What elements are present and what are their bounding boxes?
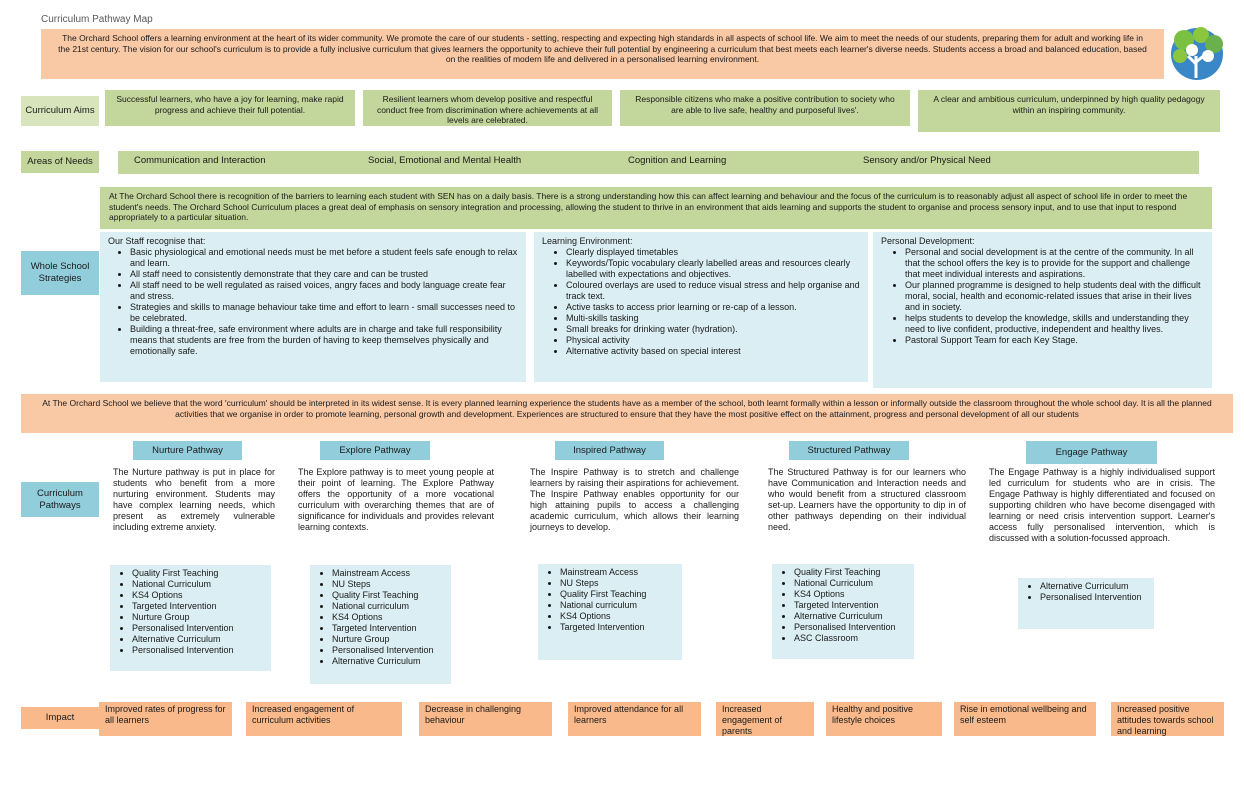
list-item: • Personalised Intervention (132, 623, 267, 634)
staff-recognise-panel (100, 232, 526, 382)
impact-label: Impact (21, 707, 99, 729)
pathway-list-engage (1018, 578, 1154, 629)
impact-box: Rise in emotional wellbeing and self esteem (954, 702, 1096, 736)
list-item: • Personalised Intervention (132, 645, 267, 656)
aim-box: Successful learners, who have a joy for learning, make rapid progress and achieve their full potential. (105, 90, 355, 126)
list-item: • Targeted Intervention (560, 622, 678, 633)
list-item: • Mainstream Access (332, 568, 447, 579)
list-item: • Coloured overlays are used to reduce visual stress and help organise and track text. (566, 280, 860, 302)
list-item: • KS4 Options (560, 611, 678, 622)
impact-box: Increased engagement of parents (716, 702, 814, 736)
curriculum-aims-label: Curriculum Aims (21, 96, 99, 126)
list-item: • National Curriculum (132, 579, 267, 590)
list-item: • Clearly displayed timetables (566, 247, 860, 258)
list-item: • KS4 Options (132, 590, 267, 601)
list-item: • Quality First Teaching (794, 567, 910, 578)
curriculum-statement: At The Orchard School we believe that the word 'curriculum' should be interpreted in its widest sense. It is every planned learning experience the students have as a member of the school, both learnt formally within a lesson or informally outside the classroom throughout the whole school day. It is all the planned activities that we organise in order to promote learning, personal growth and development. Experiences are structured to ensure that they have the most positive effect on the attainment, progress and personal development of all our students (21, 394, 1233, 433)
impact-box: Improved rates of progress for all learners (99, 702, 232, 736)
list-item: • NU Steps (560, 578, 678, 589)
pathway-list-structured (772, 564, 914, 659)
list-item: • ASC Classroom (794, 633, 910, 644)
aim-box: Resilient learners whom develop positive and respectful conduct free from discrimination where achievements at all levels are celebrated. (363, 90, 612, 126)
pathway-description-nurture: The Nurture pathway is put in place for students who benefit from a more nurturing environment. Students may have complex learning needs, which present as extremely vulnerable including extreme anxiety. (113, 467, 275, 532)
need-item: Communication and Interaction (134, 155, 266, 166)
need-item: Cognition and Learning (628, 155, 727, 166)
intro-panel: The Orchard School offers a learning environment at the heart of its wider community. We promote the care of our students - setting, respecting and expecting high standards in all aspects of school life. We aim to meet the needs of our students, preparing them for adult and working life in the 21st century. The vision for our school's curriculum is to provide a fully inclusive curriculum that gives learners the opportunity to achieve their full potential by engineering a curriculum that best meets each learner's diverse needs. Students access a broad and balanced education, based on the realities of modern life and delivered in a personalised learning environment. (41, 29, 1164, 79)
tree-logo-icon (1168, 26, 1226, 82)
list-item: • Strategies and skills to manage behaviour take time and effort to learn - small successes need to be celebrated. (130, 302, 518, 324)
list-item: • Basic physiological and emotional needs must be met before a student feels safe enough to relax and learn. (130, 247, 518, 269)
list-item: • Small breaks for drinking water (hydration). (566, 324, 860, 335)
list-item: • Our planned programme is designed to help students deal with the difficult moral, social, health and economic-related issues that arise in their lives and in society. (905, 280, 1204, 313)
impact-box: Decrease in challenging behaviour (419, 702, 552, 736)
list-item: • Quality First Teaching (560, 589, 678, 600)
pathway-description-engage: The Engage Pathway is a highly individualised support led curriculum for students who are in crisis. The Engage Pathway is highly differentiated and focused on supporting children who have become disengaged with learning or need crisis intervention support. Learner's access fully personalised intervention, which is discussed with a solution-focussed approach. (989, 467, 1215, 543)
pathway-description-inspired: The Inspire Pathway is to stretch and challenge learners by raising their aspirations for achievement. The Inspire Pathway enables opportunity for our high attaining pupils to access a challenging academic curriculum, which allows their learning journeys to develop. (530, 467, 739, 532)
pathway-header-explore: Explore Pathway (320, 441, 430, 460)
areas-of-needs-bar (118, 151, 1199, 174)
aim-box: A clear and ambitious curriculum, underpinned by high quality pedagogy within an inspiring community. (918, 90, 1220, 132)
list-item: • National curriculum (332, 601, 447, 612)
list-item: • All staff need to be well regulated as raised voices, angry faces and body language create fear and stress. (130, 280, 518, 302)
list-item: • KS4 Options (794, 589, 910, 600)
list-item: • Pastoral Support Team for each Key Stage. (905, 335, 1204, 346)
list-item: • Alternative Curriculum (332, 656, 447, 667)
list-item: • Targeted Intervention (332, 623, 447, 634)
list-item: • NU Steps (332, 579, 447, 590)
need-item: Sensory and/or Physical Need (863, 155, 991, 166)
list-item: • National Curriculum (794, 578, 910, 589)
list-item: • Quality First Teaching (332, 590, 447, 601)
list-item: • Mainstream Access (560, 567, 678, 578)
need-item: Social, Emotional and Mental Health (368, 155, 522, 166)
list-item: • Personalised Intervention (794, 622, 910, 633)
impact-box: Improved attendance for all learners (568, 702, 701, 736)
list-item: • Alternative Curriculum (794, 611, 910, 622)
pathway-header-inspired: Inspired Pathway (555, 441, 664, 460)
list-item: • Alternative Curriculum (1040, 581, 1150, 592)
page-title: Curriculum Pathway Map (41, 14, 153, 25)
list-item: • Keywords/Topic vocabulary clearly labelled areas and resources clearly labelled with expectations and objectives. (566, 258, 860, 280)
pathway-list-nurture (110, 565, 271, 671)
list-item: • Quality First Teaching (132, 568, 267, 579)
list-item: • Personalised Intervention (332, 645, 447, 656)
pathway-header-structured: Structured Pathway (789, 441, 909, 460)
personal-heading: Personal Development: (881, 236, 975, 246)
pathway-list-explore (310, 565, 451, 684)
impact-box: Increased positive attitudes towards school and learning (1111, 702, 1224, 736)
pathway-header-nurture: Nurture Pathway (133, 441, 242, 460)
pathway-header-engage: Engage Pathway (1026, 441, 1157, 464)
list-item: • Personalised Intervention (1040, 592, 1150, 603)
pathway-description-explore: The Explore pathway is to meet young people at their point of learning. The Explore Pathway offers the opportunity of a more vocational curriculum with overarching themes that are of significance for individuals and provides relevant learning contexts. (298, 467, 494, 532)
list-item: • Nurture Group (332, 634, 447, 645)
list-item: • Nurture Group (132, 612, 267, 623)
list-item: • Active tasks to access prior learning or re-cap of a lesson. (566, 302, 860, 313)
areas-of-needs-label: Areas of Needs (21, 151, 99, 173)
list-item: • helps students to develop the knowledge, skills and understanding they need to live confident, productive, independent and healthy lives. (905, 313, 1204, 335)
environment-heading: Learning Environment: (542, 236, 633, 246)
impact-box: Increased engagement of curriculum activities (246, 702, 402, 736)
pathway-list-inspired (538, 564, 682, 660)
list-item: • All staff need to consistently demonstrate that they care and can be trusted (130, 269, 518, 280)
list-item: • Targeted Intervention (132, 601, 267, 612)
sen-statement: At The Orchard School there is recognition of the barriers to learning each student with SEN has on a daily basis. There is a strong understanding how this can affect learning and behaviour and the focus of the curriculum is to reasonably adjust all aspect of school life in order to meet the student's needs. The Orchard School Curriculum places a great deal of emphasis on sensory integration and processing, allowing the student to thrive in an environment that aids learning and supports the student to organise and process sensory input, and to use that input to respond appropriately to a particular situation. (100, 187, 1212, 229)
impact-box: Healthy and positive lifestyle choices (826, 702, 942, 736)
list-item: • Alternative Curriculum (132, 634, 267, 645)
learning-environment-panel (534, 232, 868, 382)
aim-box: Responsible citizens who make a positive contribution to society who are able to live safe, healthy and purposeful lives'. (620, 90, 910, 126)
personal-development-panel (873, 232, 1212, 388)
list-item: • Personal and social development is at the centre of the community. In all that the school offers the key is to provide for the support and challenge that meet individual interests and aspirations. (905, 247, 1204, 280)
staff-heading: Our Staff recognise that: (108, 236, 206, 246)
list-item: • National curriculum (560, 600, 678, 611)
list-item: • Targeted Intervention (794, 600, 910, 611)
list-item: • Alternative activity based on special interest (566, 346, 860, 357)
list-item: • Building a threat-free, safe environment where adults are in charge and take full responsibility means that students are free from the burden of having to keep themselves physically and emotionally safe. (130, 324, 518, 357)
curriculum-pathways-label: Curriculum Pathways (21, 482, 99, 517)
list-item: • Multi-skills tasking (566, 313, 860, 324)
list-item: • KS4 Options (332, 612, 447, 623)
list-item: • Physical activity (566, 335, 860, 346)
whole-school-strategies-label: Whole School Strategies (21, 251, 99, 295)
pathway-description-structured: The Structured Pathway is for our learners who have Communication and Interaction needs and who would benefit from a structured classroom set-up. Learners have the opportunity to dip in of other pathways depending on their individual need. (768, 467, 966, 532)
